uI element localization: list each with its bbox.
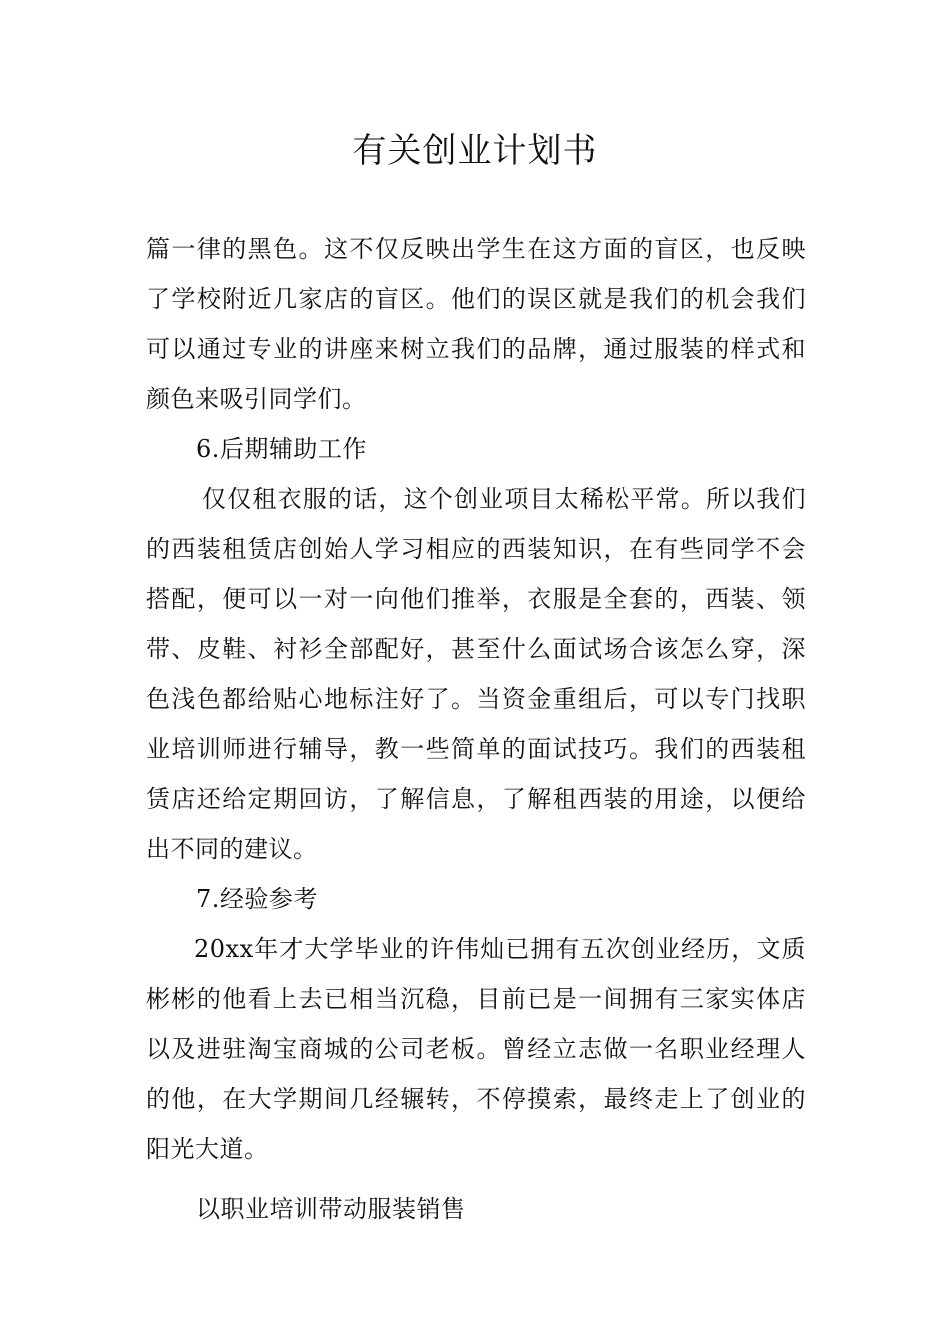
paragraph-section-7: 20xx年才大学毕业的许伟灿已拥有五次创业经历，文质彬彬的他看上去已相当沉稳，目前已是一间拥有三家实体店以及进驻淘宝商城的公司老板。曾经立志做一名职业经理人的他，在大学期间几经辗转，不停摸索，最终走上了创业的阳光大道。 <box>146 935 806 1163</box>
subheading-training: 以职业培训带动服装销售 <box>196 1195 466 1223</box>
paragraph-intro: 篇一律的黑色。这不仅反映出学生在这方面的盲区，也反映了学校附近几家店的盲区。他们的误区就是我们的机会我们可以通过专业的讲座来树立我们的品牌，通过服装的样式和颜色来吸引同学们。 <box>146 235 806 413</box>
section-heading-7: 7.经验参考 <box>196 885 318 913</box>
document-body <box>146 224 806 1234</box>
section-heading-6: 6.后期辅助工作 <box>196 435 367 463</box>
document-title: 有关创业计划书 <box>352 131 598 171</box>
paragraph-section-6: 仅仅租衣服的话，这个创业项目太稀松平常。所以我们的西装租赁店创始人学习相应的西装知识，在有些同学不会搭配，便可以一对一向他们推举，衣服是全套的，西装、领带、皮鞋、衬衫全部配好，甚至什么面试场合该怎么穿，深色浅色都给贴心地标注好了。当资金重组后，可以专门找职业培训师进行辅导，教一些简单的面试技巧。我们的西装租赁店还给定期回访，了解信息，了解租西装的用途，以便给出不同的建议。 <box>146 485 806 863</box>
